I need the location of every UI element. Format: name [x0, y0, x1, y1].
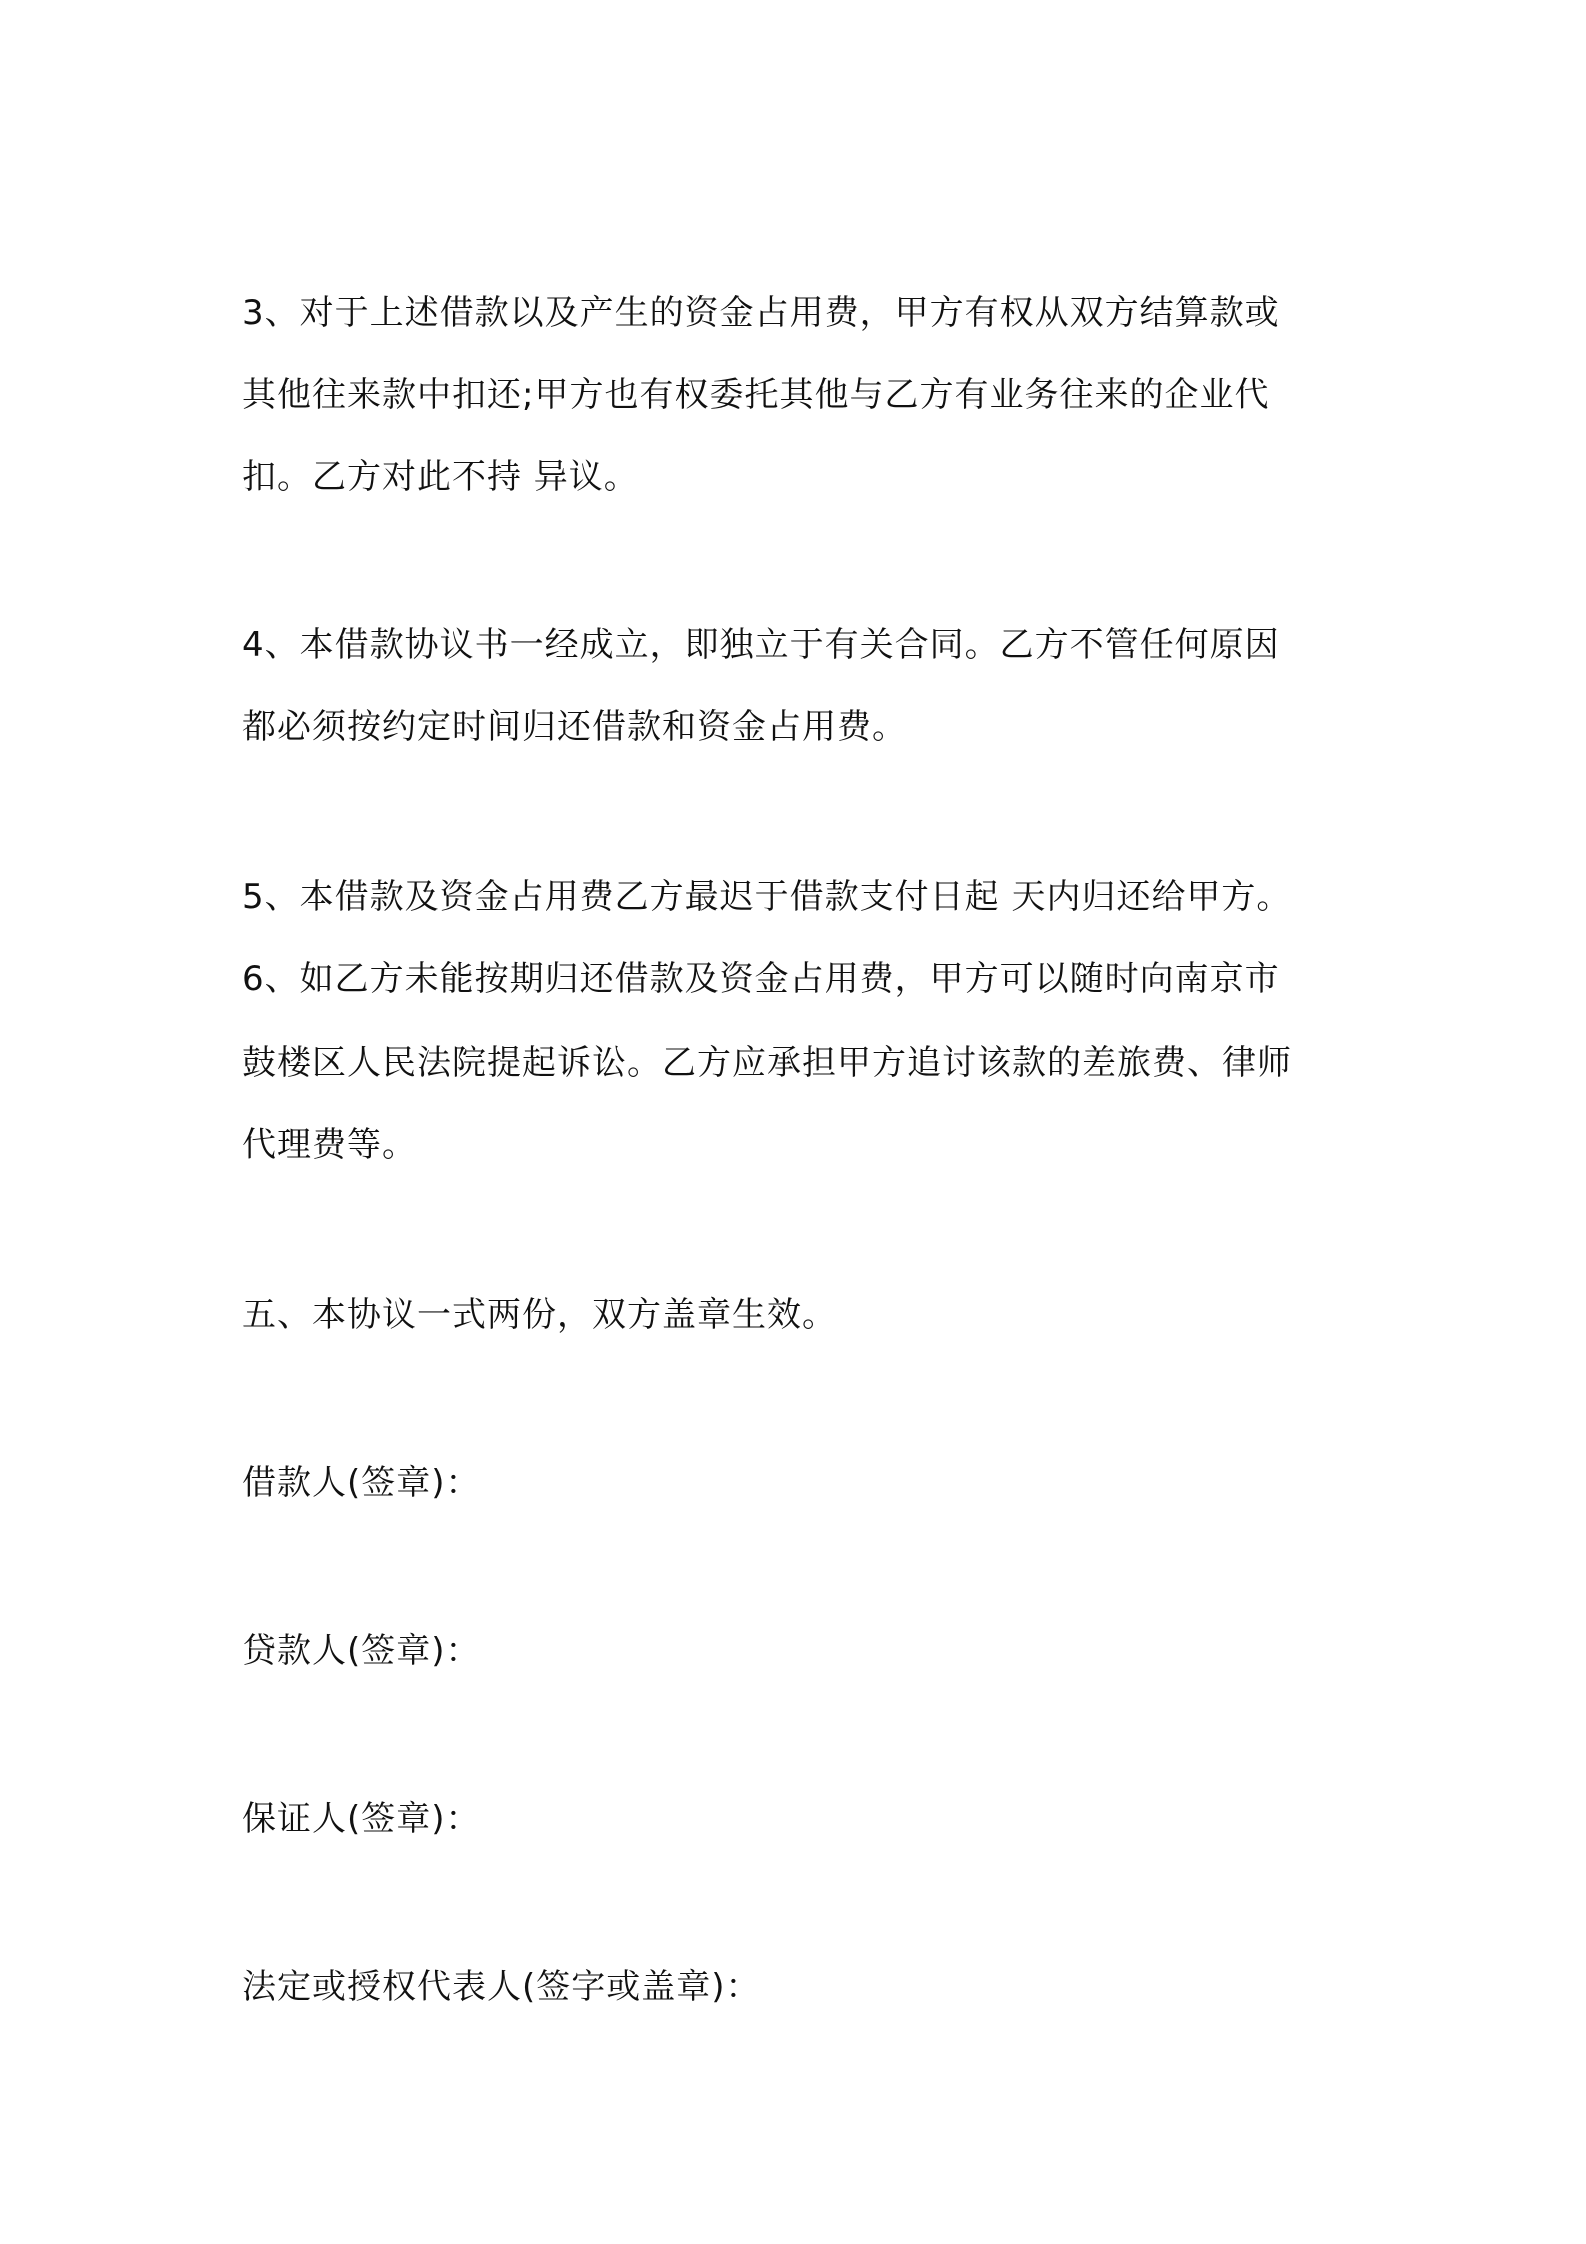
clause-6-line-3: 代理费等。	[242, 1125, 417, 1165]
section-five: 五、本协议一式两份，双方盖章生效。	[242, 1295, 837, 1335]
clause-4-line-1: 4、本借款协议书一经成立，即独立于有关合同。乙方不管任何原因	[242, 625, 1280, 665]
clause-4-line-2: 都必须按约定时间归还借款和资金占用费。	[242, 707, 907, 747]
clause-3-line-3: 扣。乙方对此不持 异议。	[242, 457, 639, 497]
guarantor-signature-label: 保证人(签章)：	[242, 1799, 481, 1839]
borrower-signature-label: 借款人(签章)：	[242, 1463, 481, 1503]
clause-5-line-1: 5、本借款及资金占用费乙方最迟于借款支付日起 天内归还给甲方。	[242, 877, 1292, 917]
clause-3-line-1: 3、对于上述借款以及产生的资金占用费，甲方有权从双方结算款或	[242, 293, 1280, 333]
clause-6-line-1: 6、如乙方未能按期归还借款及资金占用费，甲方可以随时向南京市	[242, 959, 1280, 999]
clause-3-line-2: 其他往来款中扣还;甲方也有权委托其他与乙方有业务往来的企业代	[242, 375, 1270, 415]
lender-signature-label: 贷款人(签章)：	[242, 1631, 481, 1671]
legal-representative-signature-label: 法定或授权代表人(签字或盖章)：	[242, 1967, 761, 2007]
clause-6-line-2: 鼓楼区人民法院提起诉讼。乙方应承担甲方追讨该款的差旅费、律师	[242, 1043, 1292, 1083]
